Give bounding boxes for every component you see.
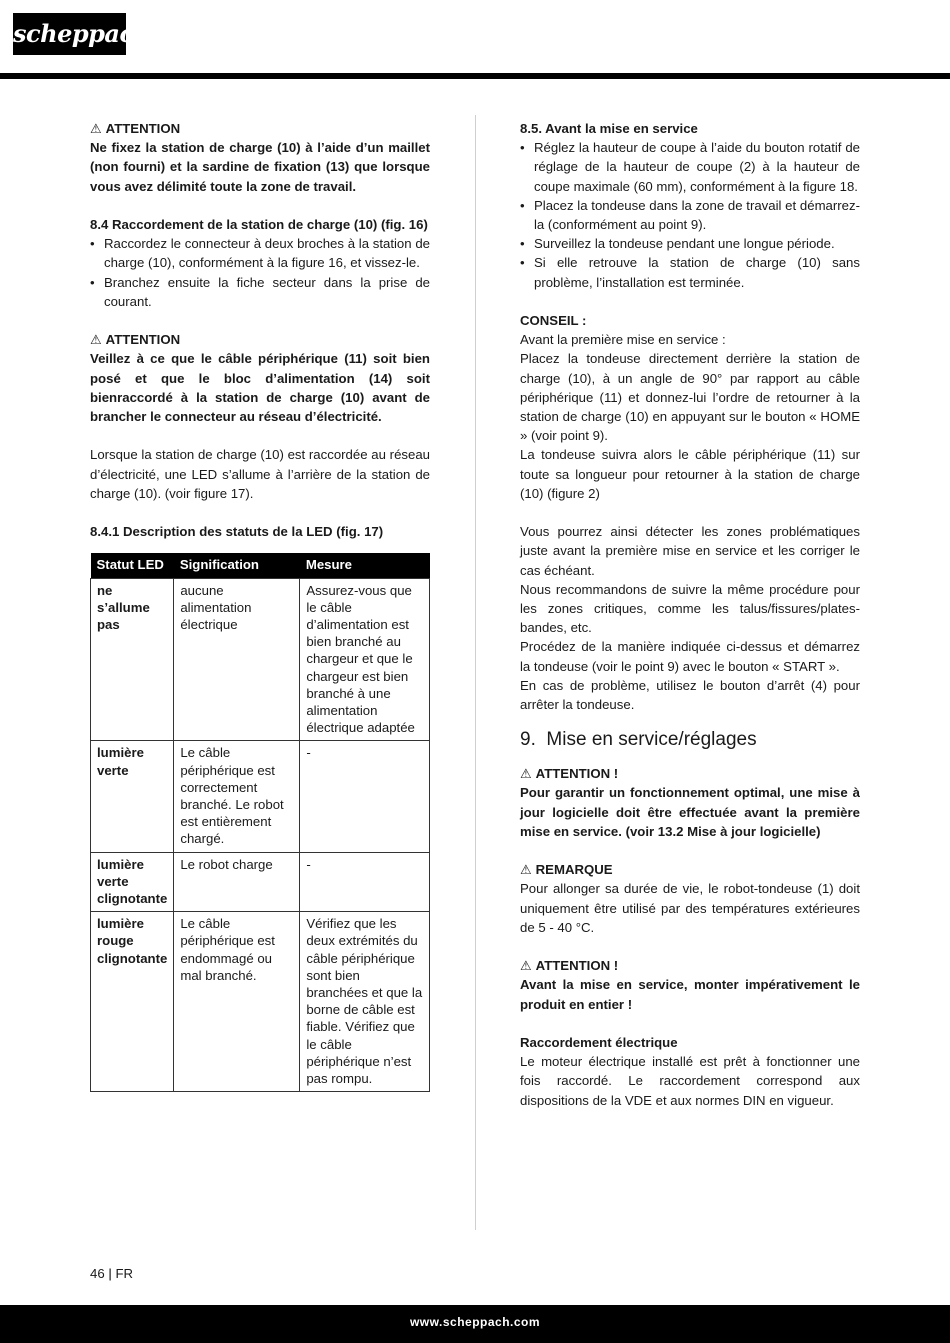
table-cell-mesure: Assurez-vous que le câble d’alimentation est bien branché au chargeur et que le chargeur est bien branché à une alimentation électrique adaptée (300, 578, 430, 741)
attention-heading: ⚠ ATTENTION (90, 332, 181, 348)
table-row (91, 741, 430, 852)
scheppach-logo: scheppach (13, 13, 126, 55)
column-header-status: Statut LED (91, 553, 174, 578)
table-cell-status: lumière verte clignotante (91, 852, 174, 912)
attention-text: Avant la mise en service, monter impérativement le produit en entier ! (520, 977, 860, 1012)
warning-triangle-icon: ⚠ (520, 766, 532, 782)
table-cell-signification: aucune alimentation électrique (174, 578, 300, 741)
section-8-4-title: 8.4 Raccordement de la station de charge (10) (fig. 16) (90, 217, 428, 232)
table-cell-status: ne s’allume pas (91, 578, 174, 741)
attention-text: Ne fixez la station de charge (10) à l’aide d’un maillet (non fourni) et la sardine de fixation (13) que lorsque vous avez délimité toute la zone de travail. (90, 140, 430, 194)
list-item: • Si elle retrouve la station de charge (10) sans problème, l’installation est terminée. (520, 253, 860, 291)
section-8-4-1-title: 8.4.1 Description des statuts de la LED (fig. 17) (90, 524, 384, 540)
paragraph: En cas de problème, utilisez le bouton d’arrêt (4) pour arrêter la tondeuse. (520, 677, 860, 713)
footer-url[interactable]: www.scheppach.com (409, 1315, 541, 1329)
list-item: • Placez la tondeuse dans la zone de travail et démarrez-la (conformément au point 9). (520, 196, 860, 234)
list-item: • Réglez la hauteur de coupe à l’aide du bouton rotatif de réglage de la hauteur de coupe (2) à la hauteur de coupe maximale (60 mm), conformément à la figure 18. (520, 138, 860, 196)
table-cell-status: lumière rouge clignotante (91, 912, 174, 1092)
table-header-row (91, 553, 430, 578)
warning-triangle-icon: ⚠ (520, 958, 532, 974)
column-header-signification: Signification (174, 553, 300, 578)
attention-heading: ⚠ ATTENTION ! (520, 958, 619, 974)
paragraph: Vous pourrez ainsi détecter les zones problématiques juste avant la première mise en service et les corriger le cas échéant. (520, 524, 860, 578)
list-item: • Surveillez la tondeuse pendant une longue période. (520, 234, 860, 253)
column-header-mesure: Mesure (300, 553, 430, 578)
warning-triangle-icon: ⚠ (90, 332, 102, 348)
attention-heading: ⚠ ATTENTION ! (520, 766, 619, 782)
table-cell-signification: Le robot charge (174, 852, 300, 912)
page-number: 46 | FR (90, 1266, 134, 1281)
conseil-text: La tondeuse suivra alors le câble périphérique (11) sur toute sa longueur pour retourner à la station de charge (10) (figure 2) (520, 447, 860, 501)
table-cell-signification: Le câble périphérique est correctement branché. Le robot est entièrement chargé. (174, 741, 300, 852)
conseil-heading: CONSEIL : (520, 313, 587, 329)
led-status-table (90, 553, 430, 1092)
section-8-5-list (520, 138, 860, 292)
table-cell-status: lumière verte (91, 741, 174, 852)
remarque-text: Pour allonger sa durée de vie, le robot-tondeuse (1) doit uniquement être utilisé par des températures extérieures de 5 - 40 °C. (520, 881, 860, 935)
list-item: • Branchez ensuite la fiche secteur dans la prise de courant. (90, 273, 430, 311)
electrical-connection-title: Raccordement électrique (520, 1035, 678, 1051)
table-row (91, 852, 430, 912)
header-rule (0, 73, 950, 79)
table-cell-signification: Le câble périphérique est endommagé ou mal branché. (174, 912, 300, 1092)
list-item: • Raccordez le connecteur à deux broches à la station de charge (10), conformément à la figure 16, et vissez-le. (90, 234, 430, 272)
section-8-4-list (90, 234, 430, 311)
right-column (520, 119, 860, 1110)
remarque-heading: ⚠ REMARQUE (520, 862, 613, 878)
table-row (91, 912, 430, 1092)
paragraph: Nous recommandons de suivre la même procédure pour les zones critiques, comme les talus/fissures/plates-bandes, etc. (520, 581, 860, 636)
table-cell-mesure: Vérifiez que les deux extrémités du câble périphérique sont bien branchées et que la borne de câble est fiable. Vérifiez que le câble périphérique n’est pas rompu. (300, 912, 430, 1092)
section-9-title: 9. Mise en service/réglages (520, 729, 757, 751)
warning-triangle-icon: ⚠ (520, 862, 532, 878)
column-divider (475, 115, 476, 1230)
conseil-text: Placez la tondeuse directement derrière la station de charge (10), à un angle de 90° par rapport au câble périphérique (11) et donnez-lui l’ordre de retourner à la station de charge (10) en appuyant sur le bouton « HOME » (voir point 9). (520, 351, 860, 444)
conseil-text: Avant la première mise en service : (520, 332, 726, 348)
paragraph: Procédez de la manière indiquée ci-dessus et démarrez la tondeuse (voir le point 9) avec le bouton « START ». (520, 639, 860, 674)
led-paragraph: Lorsque la station de charge (10) est raccordée au réseau d’électricité, une LED s’allume à l’arrière de la station de charge (10). (voir figure 17). (90, 447, 430, 501)
warning-triangle-icon: ⚠ (90, 121, 102, 136)
attention-heading: ⚠ ATTENTION (90, 121, 181, 136)
attention-text: Pour garantir un fonctionnement optimal, une mise à jour logicielle doit être effectuée avant la première mise en service. (voir 13.2 Mise à jour logicielle) (520, 785, 860, 839)
electrical-connection-text: Le moteur électrique installé est prêt à fonctionner une fois raccordé. Le raccordement correspond aux dispositions de la VDE et aux normes DIN en vigueur. (520, 1054, 860, 1108)
table-row (91, 578, 430, 741)
table-cell-mesure: - (300, 741, 430, 852)
attention-text: Veillez à ce que le câble périphérique (11) soit bien posé et que le bloc d’alimentation (14) soit bienraccordé à la station de charge (10) avant de brancher le connecteur au réseau d’électricité. (90, 351, 430, 425)
table-cell-mesure: - (300, 852, 430, 912)
left-column (90, 119, 430, 1092)
section-8-5-title: 8.5. Avant la mise en service (520, 121, 698, 136)
footer-bar (0, 1305, 950, 1343)
